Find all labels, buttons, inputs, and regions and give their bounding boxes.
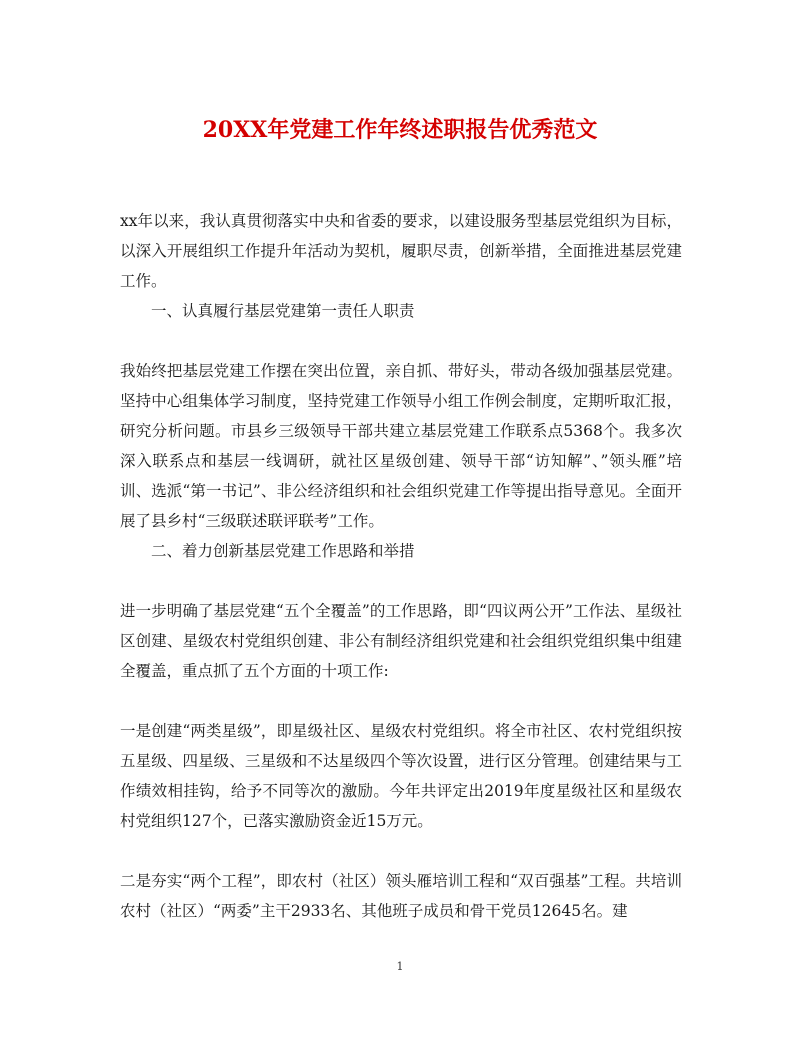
section-heading-1: 一、认真履行基层党建第一责任人职责 <box>151 302 415 320</box>
document-body <box>120 206 682 926</box>
paragraph-intro: xx年以来，我认真贯彻落实中央和省委的要求，以建设服务型基层党组织为目标，以深入开展组织工作提升年活动为契机，履职尽责，创新举措，全面推进基层党建工作。 <box>120 212 682 290</box>
paragraph-item-2: 二是夯实“两个工程”，即农村（社区）领头雁培训工程和“双百强基”工程。共培训农村（社区）“两委”主干2933名、其他班子成员和骨干党员12645名。建 <box>120 872 682 920</box>
section-heading-2: 二、着力创新基层党建工作思路和举措 <box>151 542 415 560</box>
paragraph-section-2: 进一步明确了基层党建“五个全覆盖”的工作思路，即“四议两公开”工作法、星级社区创建、星级农村党组织创建、非公有制经济组织党建和社会组织党组织集中组建全覆盖，重点抓了五个方面的十项工作: <box>120 602 682 680</box>
paragraph-item-1: 一是创建“两类星级”，即星级社区、星级农村党组织。将全市社区、农村党组织按五星级、四星级、三星级和不达星级四个等次设置，进行区分管理。创建结果与工作绩效相挂钩，给予不同等次的激励。今年共评定出2019年度星级社区和星级农村党组织127个，已落实激励资金近15万元。 <box>120 722 682 830</box>
document-title: 20XX年党建工作年终述职报告优秀范文 <box>202 117 598 143</box>
paragraph-section-1: 我始终把基层党建工作摆在突出位置，亲自抓、带好头，带动各级加强基层党建。坚持中心组集体学习制度，坚持党建工作领导小组工作例会制度，定期听取汇报，研究分析问题。市县乡三级领导干部共建立基层党建工作联系点5368个。我多次深入联系点和基层一线调研，就社区星级创建、领导干部“访知解”、”领头雁”培训、选派“第一书记”、非公经济组织和社会组织党建工作等提出指导意见。全面开展了县乡村“三级联述联评联考”工作。 <box>120 362 682 530</box>
page-number: 1 <box>396 960 404 973</box>
